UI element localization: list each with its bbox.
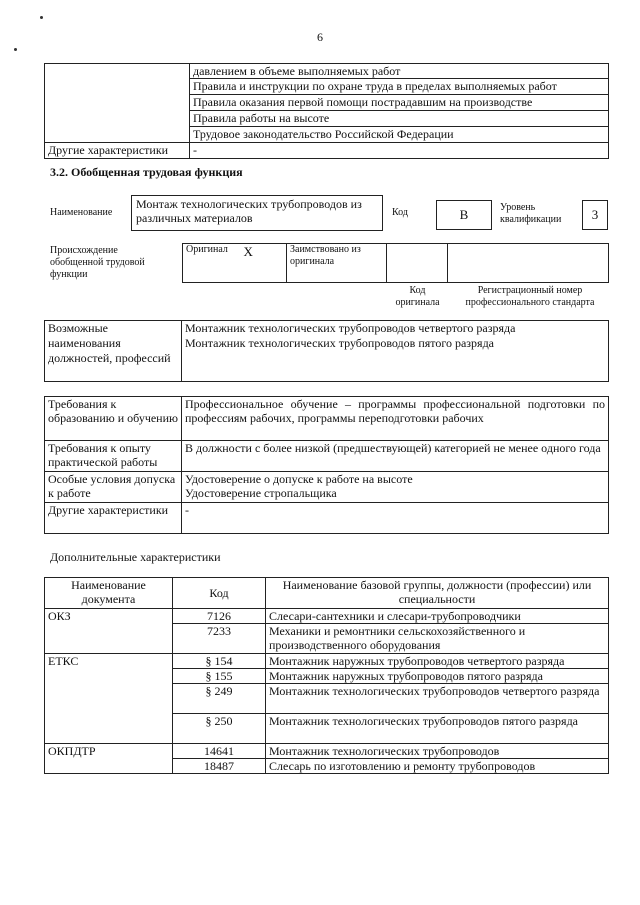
requirements-table [44,396,609,534]
name-cell: Слесарь по изготовлению и ремонту трубопроводов [266,759,609,774]
req-label: Особые условия допуска к работе [45,472,182,503]
knowledge-item: давлением в объеме выполняемых работ [190,64,609,79]
req-value [182,472,609,503]
code-cell: 14641 [173,744,266,759]
section-title: 3.2. Обобщенная трудовая функция [50,165,243,179]
positions-table [44,320,609,382]
req-label: Другие характеристики [45,503,182,534]
req-line: Удостоверение стропальщика [185,486,337,500]
original-label: Оригинал [183,244,241,283]
function-code: В [436,200,492,230]
knowledge-item: Трудовое законодательство Российской Федерации [190,127,609,143]
req-line: Удостоверение о допуске к работе на высоте [185,472,413,486]
empty-cell [45,64,190,143]
code-cell: § 249 [173,684,266,714]
col-header-doc: Наименование документа [45,578,173,609]
name-cell: Монтажник наружных трубопроводов пятого разряда [266,669,609,684]
position-item: Монтажник технологических трубопроводов пятого разряда [185,336,494,350]
code-label: Код [392,207,408,218]
req-value: - [182,503,609,534]
req-label: Требования к опыту практической работы [45,441,182,472]
scan-dot [40,16,43,19]
origin-label: Происхождение обобщенной трудовой функции [50,245,145,280]
name-cell: Монтажник технологических трубопроводов четвертого разряда [266,684,609,714]
code-cell: § 154 [173,654,266,669]
level-label: Уровень квалификации [500,202,562,225]
name-cell: Слесари-сантехники и слесари-трубопроводчики [266,609,609,624]
original-code-cell [387,244,448,283]
col-header-name: Наименование базовой группы, должности (профессии) или специальности [266,578,609,609]
code-cell: § 250 [173,714,266,744]
col-header-code: Код [173,578,266,609]
name-cell: Монтажник технологических трубопроводов пятого разряда [266,714,609,744]
reg-caption: Регистрационный номер профессионального стандарта [465,285,595,308]
additional-title: Дополнительные характеристики [50,550,221,564]
additional-table [44,577,609,774]
code-cell: § 155 [173,669,266,684]
positions-label: Возможные наименования должностей, профессий [45,321,182,382]
knowledge-table [44,63,609,159]
original-mark: X [241,244,287,283]
code-cell: 7126 [173,609,266,624]
name-cell: Монтажник наружных трубопроводов четвертого разряда [266,654,609,669]
knowledge-item: Правила и инструкции по охране труда в пределах выполняемых работ [190,79,609,95]
name-cell: Монтажник технологических трубопроводов [266,744,609,759]
code-cell: 7233 [173,624,266,654]
doc-okz: ОКЗ [45,609,173,654]
borrowed-label: Заимствовано из оригинала [287,244,387,283]
req-label: Требования к образованию и обучению [45,397,182,441]
reg-number-cell [448,244,609,283]
knowledge-item: Правила оказания первой помощи пострадавшим на производстве [190,95,609,111]
position-item: Монтажник технологических трубопроводов четвертого разряда [185,321,516,335]
code-cell: 18487 [173,759,266,774]
name-label: Наименование [50,207,113,218]
origin-table [182,243,609,283]
scan-dot [14,48,17,51]
other-value: - [190,143,609,159]
knowledge-item: Правила работы на высоте [190,111,609,127]
page-number: 6 [317,30,323,44]
other-label: Другие характеристики [45,143,190,159]
level-value: 3 [582,200,608,230]
doc-etks: ЕТКС [45,654,173,744]
doc-okpdtr: ОКПДТР [45,744,173,774]
req-value: Профессиональное обучение – программы профессиональной подготовки по профессиям рабочих, программы переподготовки рабочих [182,397,609,441]
req-value: В должности с более низкой (предшествующей) категорией не менее одного года [182,441,609,472]
positions-values [182,321,609,382]
name-cell: Механики и ремонтники сельскохозяйственного и производственного оборудования [266,624,609,654]
code-caption: Код оригинала [395,285,440,308]
function-name: Монтаж технологических трубопроводов из различных материалов [131,195,383,231]
